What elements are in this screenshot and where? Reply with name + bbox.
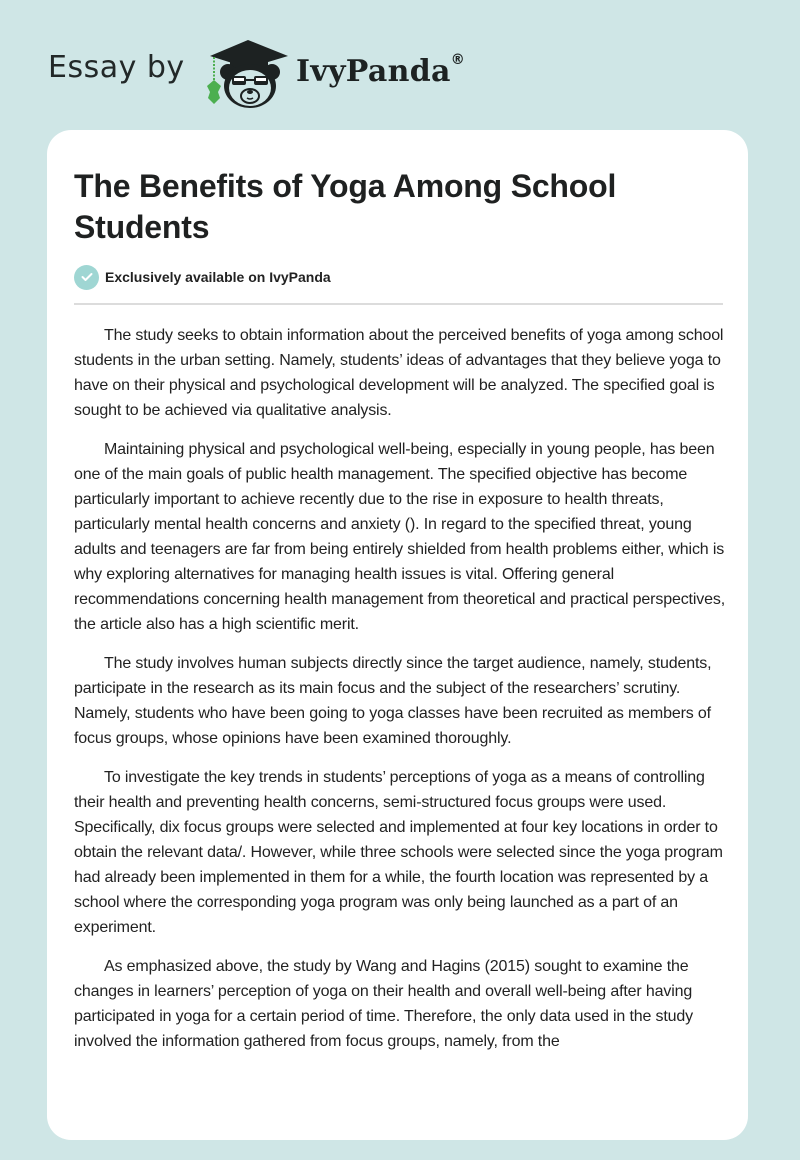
divider [74,303,723,305]
essay-body [74,323,726,1068]
paragraph: The study involves human subjects directly since the target audience, namely, students, participate in the research as its main focus and the subject of the researchers’ scrutiny. Namely, students who have been going to yoga classes have been recruited as members of focus groups, whose opinions have been examined thoroughly. [74,655,712,747]
registered-mark: ® [450,52,466,68]
exclusive-label: Exclusively available on IvyPanda [105,269,331,285]
brand-name-text: IvyPanda [296,54,451,89]
panda-graduate-logo-icon[interactable] [202,34,294,110]
site-header [0,0,800,130]
paragraph: As emphasized above, the study by Wang and Hagins (2015) sought to examine the changes in learners’ perception of yoga on their health and overall well-being after having participated in yoga for a certain period of time. Therefore, the only data used in the study involved the information gathered from focus groups, namely, from the [74,958,694,1050]
essay-by-label: Essay by [48,50,185,85]
paragraph: To investigate the key trends in students’ perceptions of yoga as a means of controlling their health and preventing health concerns, semi-structured focus groups were used. Specifically, dix focus groups were selected and implemented at four key locations in order to obtain the relevant data/. However, while three schools were selected since the yoga program had already been implemented in them for a while, the fourth location was represented by a school where the corresponding yoga program was only being launched as a part of an experiment. [74,769,723,936]
exclusive-badge [74,264,331,290]
page-title: The Benefits of Yoga Among School Students [74,168,617,245]
paragraph: The study seeks to obtain information about the perceived benefits of yoga among school students in the urban setting. Namely, students’ ideas of advantages that they believe yoga to have on their physical and psychological development will be analyzed. The specified goal is sought to be achieved via qualitative analysis. [74,327,724,419]
essay-card [47,130,748,1140]
paragraph: Maintaining physical and psychological well-being, especially in young people, has been one of the main goals of public health management. The specified objective has become particularly important to achieve recently due to the rise in exposure to health threats, particularly mental health concerns and anxiety (). In regard to the specified threat, young adults and teenagers are far from being entirely shielded from health problems either, which is why exploring alternatives for managing health issues is vital. Offering general recommendations concerning health management from theoretical and practical perspectives, the article also has a high scientific merit. [74,441,726,633]
brand-name[interactable] [296,54,465,89]
check-circle-icon [74,265,99,290]
